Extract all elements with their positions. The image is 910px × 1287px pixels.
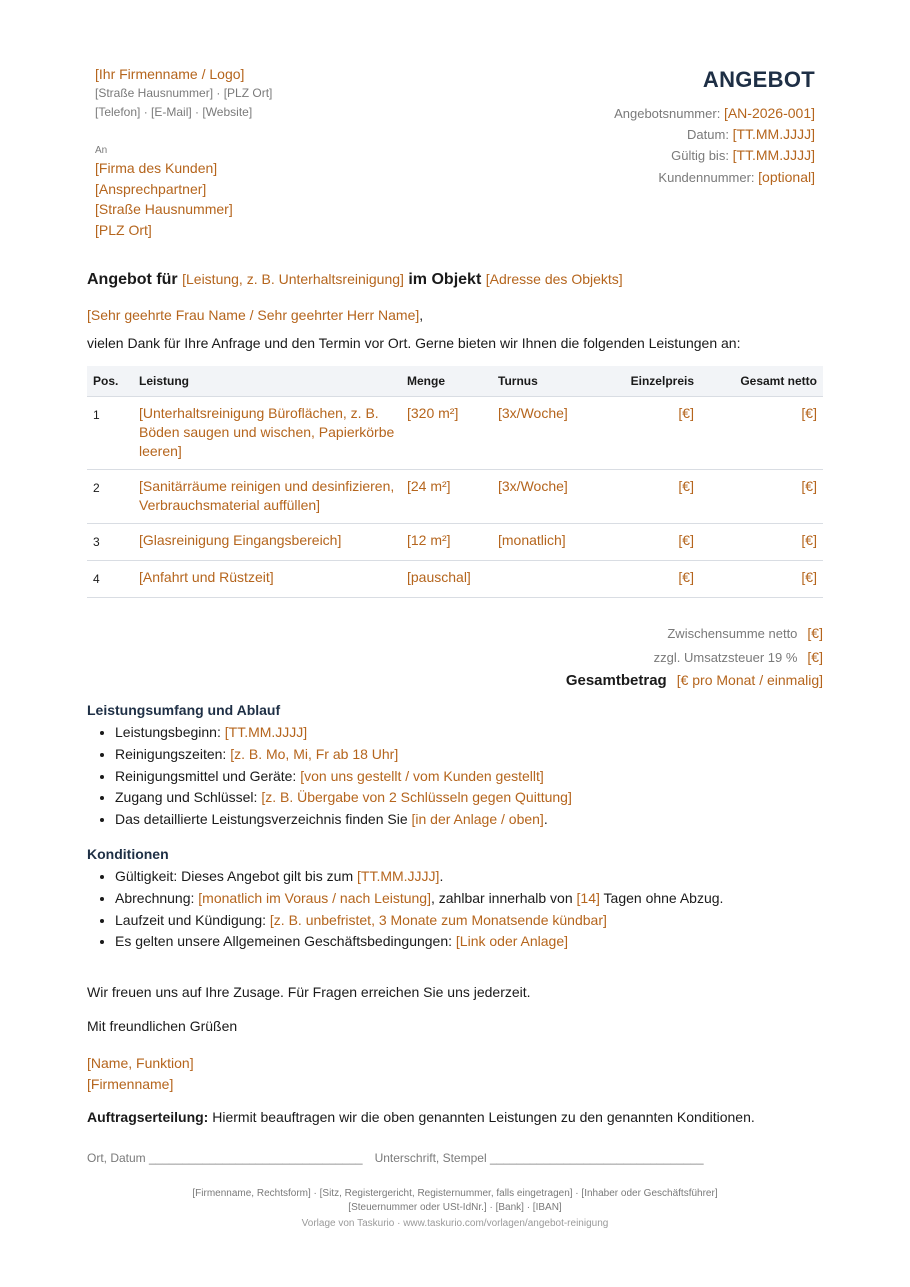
scope-list: [87, 722, 827, 831]
footer-bank-info: [Steuernummer oder USt-IdNr.] · [Bank] · [IBAN]: [348, 1202, 562, 1213]
list-item: [115, 888, 827, 910]
document-info: [455, 66, 815, 188]
table-row: [87, 470, 823, 524]
cell-cycle: [3x/Woche]: [492, 470, 602, 524]
salutation: [87, 305, 423, 325]
footer-company-info: [Firmenname, Rechtsform] · [Sitz, Registergericht, Registernummer, falls eingetragen] · [Inhaber oder Geschäftsführer]: [192, 1188, 718, 1199]
cell-unit-price: [€]: [602, 561, 700, 598]
cell-total: [€]: [700, 470, 823, 524]
list-item: [115, 766, 827, 788]
cell-cycle: [monatlich]: [492, 524, 602, 561]
cell-unit-price: [€]: [602, 524, 700, 561]
recipient-street: [Straße Hausnummer]: [95, 201, 233, 217]
doc-info-row: [455, 103, 815, 124]
cell-cycle: [492, 561, 602, 598]
item-placeholder: [z. B. unbefristet, 3 Monate zum Monatsende kündbar]: [269, 911, 607, 928]
subject-prefix: Angebot für: [87, 271, 178, 288]
recipient-block: [95, 144, 495, 240]
valid-until-label: Gültig bis:: [671, 148, 729, 164]
offer-number-value: [AN-2026-001]: [723, 105, 815, 121]
cell-service: [Anfahrt und Rüstzeit]: [133, 561, 401, 598]
subject-object: [Adresse des Objekts]: [485, 271, 623, 287]
cell-quantity: [24 m²]: [401, 470, 492, 524]
subtotal-label: Zwischensumme netto: [667, 626, 798, 641]
cell-cycle: [3x/Woche]: [492, 397, 602, 470]
recipient-label: An: [95, 145, 108, 156]
footer-credit: Vorlage von Taskurio · www.taskurio.com/vorlagen/angebot-reinigung: [301, 1218, 609, 1229]
list-item: [115, 722, 827, 744]
grand-total-label: Gesamtbetrag: [565, 672, 667, 689]
sender-address: [Straße Hausnummer] · [PLZ Ort]: [95, 86, 273, 100]
signer-name: [Name, Funktion]: [87, 1055, 194, 1071]
item-placeholder: [TT.MM.JJJJ]: [357, 868, 440, 884]
item-placeholder: [Link oder Anlage]: [455, 933, 568, 950]
table-row: [87, 561, 823, 598]
date-label: Datum:: [687, 127, 729, 143]
valid-until-value: [TT.MM.JJJJ]: [732, 147, 815, 164]
order-text: Hiermit beauftragen wir die oben genannten Leistungen zu den genannten Konditionen.: [212, 1109, 755, 1125]
item-text: Leistungsbeginn:: [115, 724, 221, 740]
cell-total: [€]: [700, 397, 823, 470]
vat-value: [€]: [807, 648, 823, 665]
cell-service: [Sanitärräume reinigen und desinfizieren, Verbrauchsmaterial auffüllen]: [133, 470, 401, 524]
cell-pos: 4: [87, 561, 133, 598]
cell-pos: 2: [87, 470, 133, 524]
item-placeholder: [z. B. Übergabe von 2 Schlüsseln gegen Quittung]: [261, 789, 572, 806]
closing-text: Wir freuen uns auf Ihre Zusage. Für Fragen erreichen Sie uns jederzeit.: [87, 984, 531, 1000]
date-value: [TT.MM.JJJJ]: [732, 126, 815, 143]
cell-service: [Unterhaltsreinigung Büroflächen, z. B. Böden saugen und wischen, Papierkörbe leeren]: [133, 397, 401, 470]
item-text: Reinigungsmittel und Geräte:: [115, 767, 297, 784]
cell-quantity: [320 m²]: [401, 397, 492, 470]
cell-total: [€]: [700, 524, 823, 561]
subtotal-value: [€]: [807, 625, 823, 641]
cell-total: [€]: [700, 561, 823, 598]
signature-stamp-field: Unterschrift, Stempel ________________________________: [374, 1151, 704, 1165]
offer-number-label: Angebotsnummer:: [614, 106, 721, 121]
subject-line: [87, 268, 827, 291]
scope-heading: Leistungsumfang und Ablauf: [87, 702, 281, 718]
list-item: [115, 910, 827, 932]
cell-quantity: [pauschal]: [401, 561, 492, 598]
cell-service: [Glasreinigung Eingangsbereich]: [133, 524, 401, 561]
item-text: Reinigungszeiten:: [115, 745, 227, 762]
header-service: Leistung: [133, 366, 401, 397]
list-item: [115, 744, 827, 766]
document-title: ANGEBOT: [702, 67, 815, 92]
vat-row: [323, 646, 823, 670]
subject-service: [Leistung, z. B. Unterhaltsreinigung]: [182, 271, 404, 287]
item-text: Gültigkeit: Dieses Angebot gilt bis zum: [115, 868, 354, 884]
header-cycle: Turnus: [492, 366, 602, 397]
item-text: Zugang und Schlüssel:: [115, 789, 258, 806]
item-placeholder: [in der Anlage / oben]: [411, 811, 544, 828]
intro-text: vielen Dank für Ihre Anfrage und den Termin vor Ort. Gerne bieten wir Ihnen die folgenden Leistungen an:: [87, 335, 741, 351]
item-suffix: .: [439, 868, 444, 884]
place-date-field: Ort, Datum ________________________________: [87, 1151, 363, 1165]
services-table: [87, 366, 823, 598]
signer-company: [Firmenname]: [87, 1075, 174, 1092]
salutation-placeholder: [Sehr geehrte Frau Name / Sehr geehrter Herr Name]: [87, 307, 420, 323]
item-text: Laufzeit und Kündigung:: [115, 911, 267, 928]
footer: [0, 1187, 910, 1231]
grand-total-row: [323, 669, 823, 692]
table-row: [87, 524, 823, 561]
item-suffix: .: [543, 811, 548, 828]
signer-block: [87, 1053, 194, 1094]
item-suffix: Tagen ohne Abzug.: [603, 889, 724, 906]
sender-block: [95, 65, 495, 122]
header-total-net: Gesamt netto: [700, 366, 823, 397]
item-text: Es gelten unsere Allgemeinen Geschäftsbedingungen:: [115, 933, 453, 950]
signature-lines: [87, 1149, 704, 1167]
cell-unit-price: [€]: [602, 470, 700, 524]
cell-quantity: [12 m²]: [401, 524, 492, 561]
recipient-contact-person: [Ansprechpartner]: [95, 180, 207, 197]
item-placeholder: [monatlich im Voraus / nach Leistung]: [198, 889, 431, 906]
recipient-city: [PLZ Ort]: [95, 221, 152, 238]
list-item: [115, 809, 827, 831]
cell-pos: 3: [87, 524, 133, 561]
subtotal-row: [323, 622, 823, 646]
doc-info-row: [455, 145, 815, 166]
doc-info-row: [455, 167, 815, 188]
customer-number-label: Kundennummer:: [658, 169, 755, 185]
table-header-row: [87, 366, 823, 397]
item-placeholder: [von uns gestellt / vom Kunden gestellt]: [300, 767, 544, 784]
item-text: Das detaillierte Leistungsverzeichnis finden Sie: [115, 811, 408, 828]
totals-block: [323, 622, 823, 692]
closing-greeting: Mit freundlichen Grüßen: [87, 1018, 238, 1034]
item-text: Abrechnung:: [115, 889, 195, 906]
header-pos: Pos.: [87, 366, 133, 397]
list-item: [115, 787, 827, 809]
table-row: [87, 397, 823, 470]
conditions-list: [87, 866, 827, 953]
item-placeholder: [TT.MM.JJJJ]: [224, 724, 308, 740]
customer-number-value: [optional]: [758, 168, 815, 185]
vat-label: zzgl. Umsatzsteuer 19 %: [653, 649, 798, 665]
header-quantity: Menge: [401, 366, 492, 397]
sender-contact: [Telefon] · [E-Mail] · [Website]: [95, 105, 253, 119]
sender-company-name: [Ihr Firmenname / Logo]: [95, 66, 245, 82]
salutation-comma: ,: [419, 307, 424, 323]
conditions-heading: Konditionen: [87, 846, 169, 862]
order-confirmation: [87, 1107, 827, 1127]
scope-section: [87, 700, 827, 831]
subject-object-label: im Objekt: [408, 271, 482, 288]
header-unit-price: Einzelpreis: [602, 366, 700, 397]
recipient-company: [Firma des Kunden]: [95, 160, 218, 176]
item-placeholder: [z. B. Mo, Mi, Fr ab 18 Uhr]: [230, 745, 399, 762]
order-label: Auftragserteilung:: [87, 1109, 209, 1125]
cell-pos: 1: [87, 397, 133, 470]
list-item: [115, 931, 827, 953]
conditions-section: [87, 844, 827, 953]
doc-info-row: [455, 124, 815, 145]
item-placeholder: [14]: [576, 889, 600, 906]
item-suffix: , zahlbar innerhalb von: [430, 889, 573, 906]
cell-unit-price: [€]: [602, 397, 700, 470]
list-item: [115, 866, 827, 888]
grand-total-value: [€ pro Monat / einmalig]: [676, 672, 823, 688]
